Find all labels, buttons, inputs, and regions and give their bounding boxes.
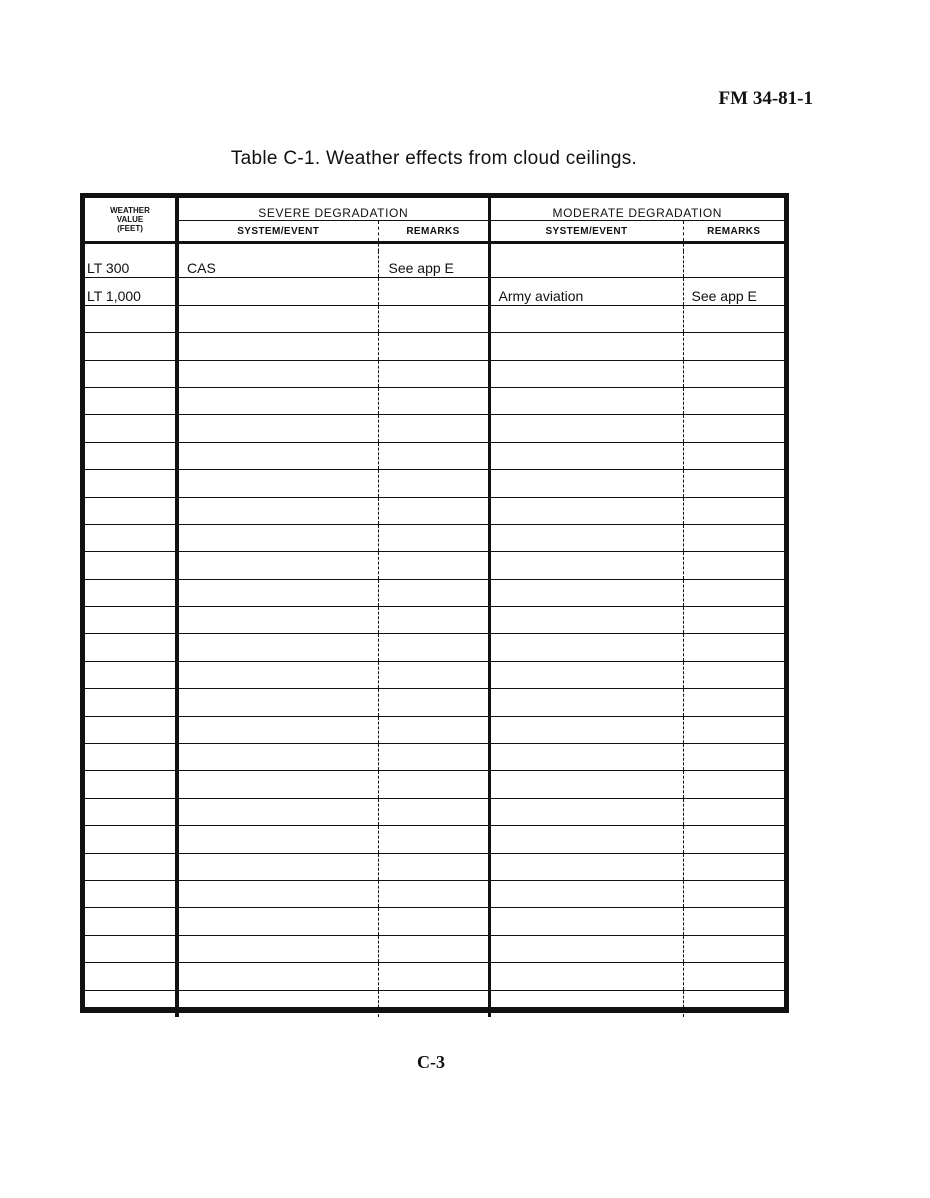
table-row bbox=[85, 853, 784, 880]
table-row bbox=[85, 908, 784, 935]
weather-value-cell bbox=[85, 387, 177, 414]
table-row bbox=[85, 497, 784, 524]
severe-system-cell bbox=[177, 935, 378, 962]
moderate-remarks-cell bbox=[683, 716, 784, 743]
severe-system-cell bbox=[177, 990, 378, 1017]
moderate-degradation-header: MODERATE DEGRADATION bbox=[489, 198, 784, 221]
weather-value-cell bbox=[85, 442, 177, 469]
severe-system-cell bbox=[177, 305, 378, 332]
moderate-system-cell bbox=[489, 935, 683, 962]
moderate-system-cell bbox=[489, 251, 683, 278]
moderate-remarks-cell bbox=[683, 415, 784, 442]
moderate-remarks-header: REMARKS bbox=[683, 221, 784, 243]
moderate-remarks-cell bbox=[683, 826, 784, 853]
weather-value-cell bbox=[85, 771, 177, 798]
header-spacer-row bbox=[85, 243, 784, 252]
weather-value-cell bbox=[85, 963, 177, 990]
severe-system-cell bbox=[177, 689, 378, 716]
severe-system-cell bbox=[177, 607, 378, 634]
severe-system-cell bbox=[177, 360, 378, 387]
weather-value-cell bbox=[85, 607, 177, 634]
table-row bbox=[85, 963, 784, 990]
severe-system-cell bbox=[177, 716, 378, 743]
severe-remarks-cell bbox=[378, 387, 489, 414]
severe-degradation-header: SEVERE DEGRADATION bbox=[177, 198, 489, 221]
moderate-remarks-cell bbox=[683, 798, 784, 825]
severe-remarks-cell bbox=[378, 497, 489, 524]
weather-value-cell: LT 300 bbox=[85, 251, 177, 278]
severe-remarks-cell bbox=[378, 716, 489, 743]
weather-value-cell bbox=[85, 935, 177, 962]
moderate-remarks-cell bbox=[683, 524, 784, 551]
severe-remarks-header: REMARKS bbox=[378, 221, 489, 243]
table-row bbox=[85, 826, 784, 853]
moderate-remarks-cell bbox=[683, 880, 784, 907]
severe-system-cell bbox=[177, 497, 378, 524]
weather-value-cell bbox=[85, 990, 177, 1017]
severe-remarks-cell bbox=[378, 771, 489, 798]
table-row bbox=[85, 470, 784, 497]
severe-system-cell bbox=[177, 744, 378, 771]
severe-remarks-cell bbox=[378, 524, 489, 551]
weather-value-cell bbox=[85, 552, 177, 579]
severe-system-cell bbox=[177, 798, 378, 825]
moderate-system-event-header: SYSTEM/EVENT bbox=[489, 221, 683, 243]
moderate-remarks-cell bbox=[683, 387, 784, 414]
severe-system-cell: CAS bbox=[177, 251, 378, 278]
moderate-system-cell bbox=[489, 497, 683, 524]
table-row bbox=[85, 880, 784, 907]
moderate-remarks-cell bbox=[683, 333, 784, 360]
table-row bbox=[85, 661, 784, 688]
table-row bbox=[85, 278, 784, 305]
weather-value-cell bbox=[85, 415, 177, 442]
moderate-remarks-cell bbox=[683, 442, 784, 469]
severe-remarks-cell bbox=[378, 689, 489, 716]
moderate-system-cell bbox=[489, 387, 683, 414]
severe-system-cell bbox=[177, 442, 378, 469]
table-row bbox=[85, 360, 784, 387]
table-row bbox=[85, 415, 784, 442]
table-row bbox=[85, 744, 784, 771]
severe-system-cell bbox=[177, 579, 378, 606]
moderate-system-cell bbox=[489, 716, 683, 743]
table-row bbox=[85, 333, 784, 360]
severe-system-cell bbox=[177, 771, 378, 798]
severe-remarks-cell bbox=[378, 579, 489, 606]
severe-system-cell bbox=[177, 634, 378, 661]
severe-system-cell bbox=[177, 470, 378, 497]
severe-remarks-cell bbox=[378, 360, 489, 387]
table-row bbox=[85, 579, 784, 606]
moderate-system-cell bbox=[489, 524, 683, 551]
page-number: C-3 bbox=[417, 1052, 445, 1072]
weather-value-header bbox=[85, 198, 177, 243]
severe-remarks-cell bbox=[378, 661, 489, 688]
severe-system-cell bbox=[177, 963, 378, 990]
moderate-remarks-cell bbox=[683, 990, 784, 1017]
moderate-system-cell bbox=[489, 771, 683, 798]
moderate-system-cell bbox=[489, 689, 683, 716]
weather-value-cell bbox=[85, 716, 177, 743]
severe-system-cell bbox=[177, 333, 378, 360]
table-row bbox=[85, 607, 784, 634]
table-row bbox=[85, 716, 784, 743]
moderate-system-cell bbox=[489, 990, 683, 1017]
weather-effects-table bbox=[80, 193, 789, 1013]
severe-remarks-cell bbox=[378, 935, 489, 962]
moderate-remarks-cell bbox=[683, 497, 784, 524]
moderate-system-cell bbox=[489, 579, 683, 606]
table-row bbox=[85, 990, 784, 1017]
weather-value-cell bbox=[85, 579, 177, 606]
severe-remarks-cell bbox=[378, 744, 489, 771]
weather-value-cell bbox=[85, 634, 177, 661]
weather-value-cell bbox=[85, 497, 177, 524]
weather-header-line: VALUE bbox=[116, 215, 144, 224]
table-row bbox=[85, 524, 784, 551]
moderate-system-cell bbox=[489, 880, 683, 907]
weather-value-cell bbox=[85, 305, 177, 332]
severe-remarks-cell bbox=[378, 853, 489, 880]
severe-system-cell bbox=[177, 908, 378, 935]
moderate-remarks-cell bbox=[683, 744, 784, 771]
moderate-system-cell bbox=[489, 305, 683, 332]
severe-remarks-cell bbox=[378, 908, 489, 935]
severe-system-cell bbox=[177, 524, 378, 551]
severe-remarks-cell bbox=[378, 826, 489, 853]
table-row bbox=[85, 305, 784, 332]
moderate-system-cell bbox=[489, 360, 683, 387]
moderate-system-cell bbox=[489, 442, 683, 469]
severe-remarks-cell bbox=[378, 607, 489, 634]
moderate-remarks-cell bbox=[683, 251, 784, 278]
severe-system-cell bbox=[177, 853, 378, 880]
severe-system-cell bbox=[177, 387, 378, 414]
moderate-remarks-cell bbox=[683, 963, 784, 990]
moderate-system-cell bbox=[489, 798, 683, 825]
table-grid bbox=[85, 198, 784, 1017]
weather-value-cell: LT 1,000 bbox=[85, 278, 177, 305]
moderate-system-cell bbox=[489, 552, 683, 579]
severe-remarks-cell bbox=[378, 552, 489, 579]
moderate-remarks-cell bbox=[683, 305, 784, 332]
moderate-remarks-cell bbox=[683, 607, 784, 634]
moderate-system-cell bbox=[489, 661, 683, 688]
weather-value-cell bbox=[85, 470, 177, 497]
severe-remarks-cell bbox=[378, 798, 489, 825]
moderate-system-cell bbox=[489, 415, 683, 442]
severe-remarks-cell bbox=[378, 442, 489, 469]
severe-remarks-cell bbox=[378, 963, 489, 990]
moderate-system-cell bbox=[489, 333, 683, 360]
severe-remarks-cell bbox=[378, 990, 489, 1017]
weather-value-cell bbox=[85, 524, 177, 551]
weather-value-cell bbox=[85, 333, 177, 360]
moderate-system-cell bbox=[489, 470, 683, 497]
severe-remarks-cell bbox=[378, 880, 489, 907]
moderate-system-cell bbox=[489, 744, 683, 771]
severe-system-event-header: SYSTEM/EVENT bbox=[177, 221, 378, 243]
table-row bbox=[85, 442, 784, 469]
severe-system-cell bbox=[177, 415, 378, 442]
severe-system-cell bbox=[177, 661, 378, 688]
severe-remarks-cell bbox=[378, 470, 489, 497]
table-row bbox=[85, 935, 784, 962]
document-id: FM 34-81-1 bbox=[718, 88, 813, 109]
table-row bbox=[85, 552, 784, 579]
table-row bbox=[85, 387, 784, 414]
weather-value-cell bbox=[85, 744, 177, 771]
weather-value-cell bbox=[85, 689, 177, 716]
moderate-remarks-cell bbox=[683, 634, 784, 661]
weather-value-cell bbox=[85, 908, 177, 935]
table-title: Table C-1. Weather effects from cloud ceilings. bbox=[230, 148, 638, 169]
severe-remarks-cell bbox=[378, 305, 489, 332]
severe-remarks-cell bbox=[378, 634, 489, 661]
table-row bbox=[85, 689, 784, 716]
moderate-system-cell bbox=[489, 853, 683, 880]
moderate-system-cell bbox=[489, 634, 683, 661]
table-row bbox=[85, 798, 784, 825]
severe-remarks-cell bbox=[378, 333, 489, 360]
weather-value-cell bbox=[85, 798, 177, 825]
severe-system-cell bbox=[177, 552, 378, 579]
moderate-remarks-cell bbox=[683, 689, 784, 716]
moderate-remarks-cell: See app E bbox=[683, 278, 784, 305]
moderate-system-cell bbox=[489, 826, 683, 853]
table-row bbox=[85, 771, 784, 798]
severe-system-cell bbox=[177, 880, 378, 907]
moderate-remarks-cell bbox=[683, 661, 784, 688]
weather-header-line: (FEET) bbox=[117, 224, 143, 233]
moderate-remarks-cell bbox=[683, 908, 784, 935]
severe-remarks-cell bbox=[378, 415, 489, 442]
moderate-remarks-cell bbox=[683, 771, 784, 798]
severe-system-cell bbox=[177, 826, 378, 853]
moderate-remarks-cell bbox=[683, 552, 784, 579]
moderate-remarks-cell bbox=[683, 360, 784, 387]
table-row bbox=[85, 251, 784, 278]
moderate-remarks-cell bbox=[683, 935, 784, 962]
weather-header-line: WEATHER bbox=[110, 206, 150, 215]
severe-system-cell bbox=[177, 278, 378, 305]
moderate-remarks-cell bbox=[683, 579, 784, 606]
severe-remarks-cell bbox=[378, 278, 489, 305]
severe-remarks-cell: See app E bbox=[378, 251, 489, 278]
weather-value-cell bbox=[85, 853, 177, 880]
table-row bbox=[85, 634, 784, 661]
moderate-system-cell bbox=[489, 908, 683, 935]
weather-value-cell bbox=[85, 880, 177, 907]
moderate-system-cell bbox=[489, 963, 683, 990]
weather-value-cell bbox=[85, 360, 177, 387]
weather-value-cell bbox=[85, 826, 177, 853]
moderate-remarks-cell bbox=[683, 470, 784, 497]
moderate-remarks-cell bbox=[683, 853, 784, 880]
moderate-system-cell bbox=[489, 607, 683, 634]
moderate-system-cell: Army aviation bbox=[489, 278, 683, 305]
weather-value-cell bbox=[85, 661, 177, 688]
